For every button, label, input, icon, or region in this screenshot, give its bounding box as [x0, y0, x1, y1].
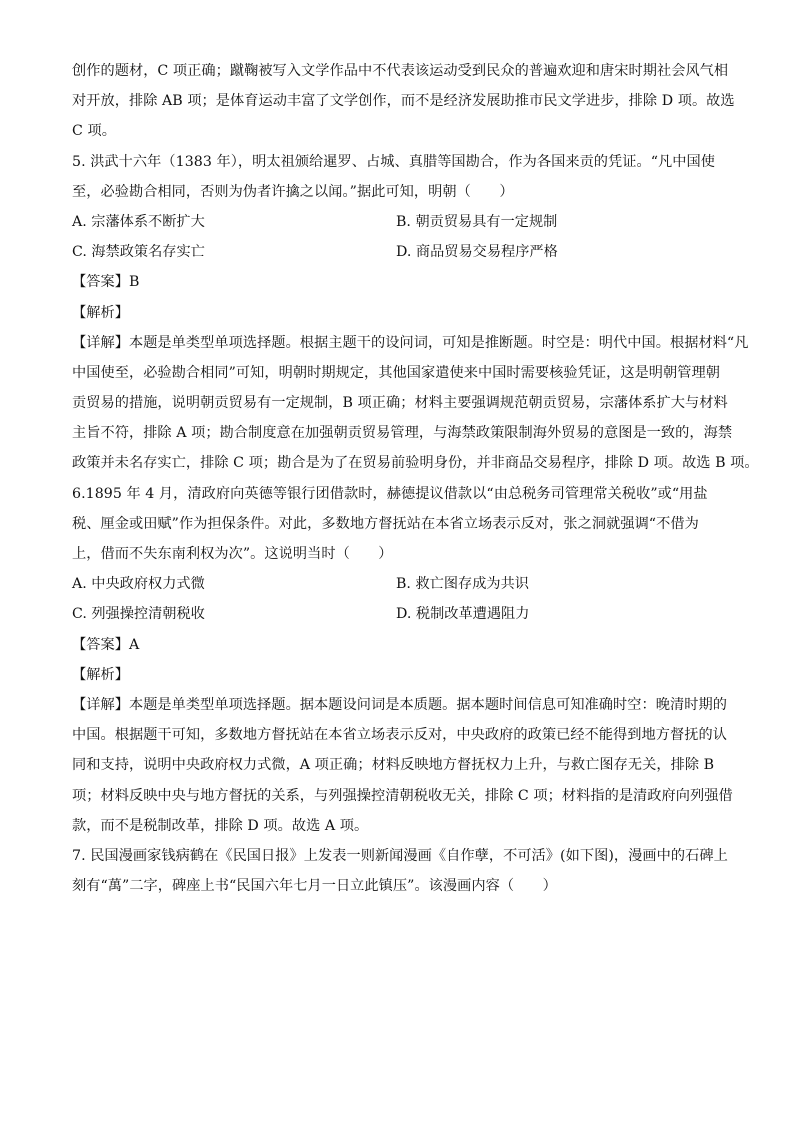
- prev-analysis: [72, 56, 737, 147]
- question-stem: 至，必验勘合相同，否则为伪者许擒之以闻。”据此可知，明朝（ ）: [72, 183, 514, 200]
- detail-line: 中国使至，必验勘合相同”可知，明朝时期规定，其他国家遣使来中国时需要核验凭证，这是明朝管理朝: [72, 364, 720, 381]
- question-stem: 刻有“萬”二字，碑座上书“民国六年七月一日立此镇压”。该漫画内容（ ）: [72, 878, 557, 895]
- detail-line: 款，而不是税制改革，排除 D 项。故选 A 项。: [72, 817, 369, 834]
- detail-line: 政策并未名存实亡，排除 C 项；勘合是为了在贸易前验明身份，并非商品交易程序，排除 D 项。故选 B 项。: [72, 455, 759, 472]
- options-row: [72, 599, 737, 629]
- analysis-label: 【解析】: [72, 304, 129, 321]
- options-row: [72, 207, 737, 237]
- answer-label: 【答案】B: [72, 274, 140, 291]
- question-stem: 6.1895 年 4 月，清政府向英德等银行团借款时，赫德提议借款以“由总税务司管理常关税收”或“用盐: [72, 485, 708, 502]
- text-line: 对开放，排除 AB 项；是体育运动丰富了文学创作，而不是经济发展助推市民文学进步，排除 D 项。故选: [72, 93, 735, 110]
- question-5: [72, 147, 759, 479]
- question-7: [72, 841, 737, 901]
- detail-line: 主旨不符，排除 A 项；勘合制度意在加强朝贡贸易管理，与海禁政策限制海外贸易的意图是一致的，海禁: [72, 425, 733, 442]
- option-a: A. 中央政府权力式微: [72, 576, 205, 593]
- exam-page: [72, 56, 759, 901]
- text-line: C 项。: [72, 123, 116, 140]
- answer-label: 【答案】A: [72, 636, 140, 653]
- detail-line: 项；材料反映中央与地方督抚的关系，与列强操控清朝税收无关，排除 C 项；材料指的是清政府向列强借: [72, 787, 733, 804]
- question-stem: 上，借而不失东南利权为次”。这说明当时（ ）: [72, 546, 393, 562]
- detail-line: 【详解】本题是单类型单项选择题。据本题设问词是本质题。据本题时间信息可知准确时空：晚清时期的: [72, 696, 727, 713]
- question-stem: 税、厘金或田赋”作为担保条件。对此，多数地方督抚站在本省立场表示反对，张之洞就强调“不借为: [72, 515, 699, 532]
- option-b: B. 救亡图存成为共识: [396, 576, 529, 593]
- option-c: C. 海禁政策名存实亡: [72, 244, 205, 261]
- option-d: D. 商品贸易交易程序严格: [396, 244, 558, 261]
- question-stem: 5. 洪武十六年（1383 年），明太祖颁给暹罗、占城、真腊等国勘合，作为各国来贡的凭证。“凡中国使: [72, 153, 716, 170]
- detail-line: 【详解】本题是单类型单项选择题。根据主题干的设问词，可知是推断题。时空是：明代中国。根据材料“凡: [72, 334, 749, 351]
- analysis-label: 【解析】: [72, 666, 129, 683]
- options-row: [72, 237, 737, 267]
- option-a: A. 宗藩体系不断扩大: [72, 213, 205, 230]
- question-6: [72, 479, 737, 841]
- question-stem: 7. 民国漫画家钱病鹤在《民国日报》上发表一则新闻漫画《自作孽，不可活》(如下图)，漫画中的石碑上: [72, 847, 728, 864]
- option-b: B. 朝贡贸易具有一定规制: [396, 213, 558, 230]
- option-d: D. 税制改革遭遇阻力: [396, 606, 530, 623]
- detail-line: 贡贸易的措施，说明朝贡贸易有一定规制，B 项正确；材料主要强调规范朝贡贸易，宗藩体系扩大与材料: [72, 395, 728, 412]
- text-line: 创作的题材，C 项正确；蹴鞠被写入文学作品中不代表该运动受到民众的普遍欢迎和唐宋时期社会风气相: [72, 63, 729, 79]
- options-row: [72, 569, 737, 599]
- detail-line: 同和支持，说明中央政府权力式微，A 项正确；材料反映地方督抚权力上升，与救亡图存无关，排除 B: [72, 757, 715, 774]
- option-c: C. 列强操控清朝税收: [72, 606, 205, 623]
- detail-line: 中国。根据题干可知，多数地方督抚站在本省立场表示反对，中央政府的政策已经不能得到地方督抚的认: [72, 727, 727, 744]
